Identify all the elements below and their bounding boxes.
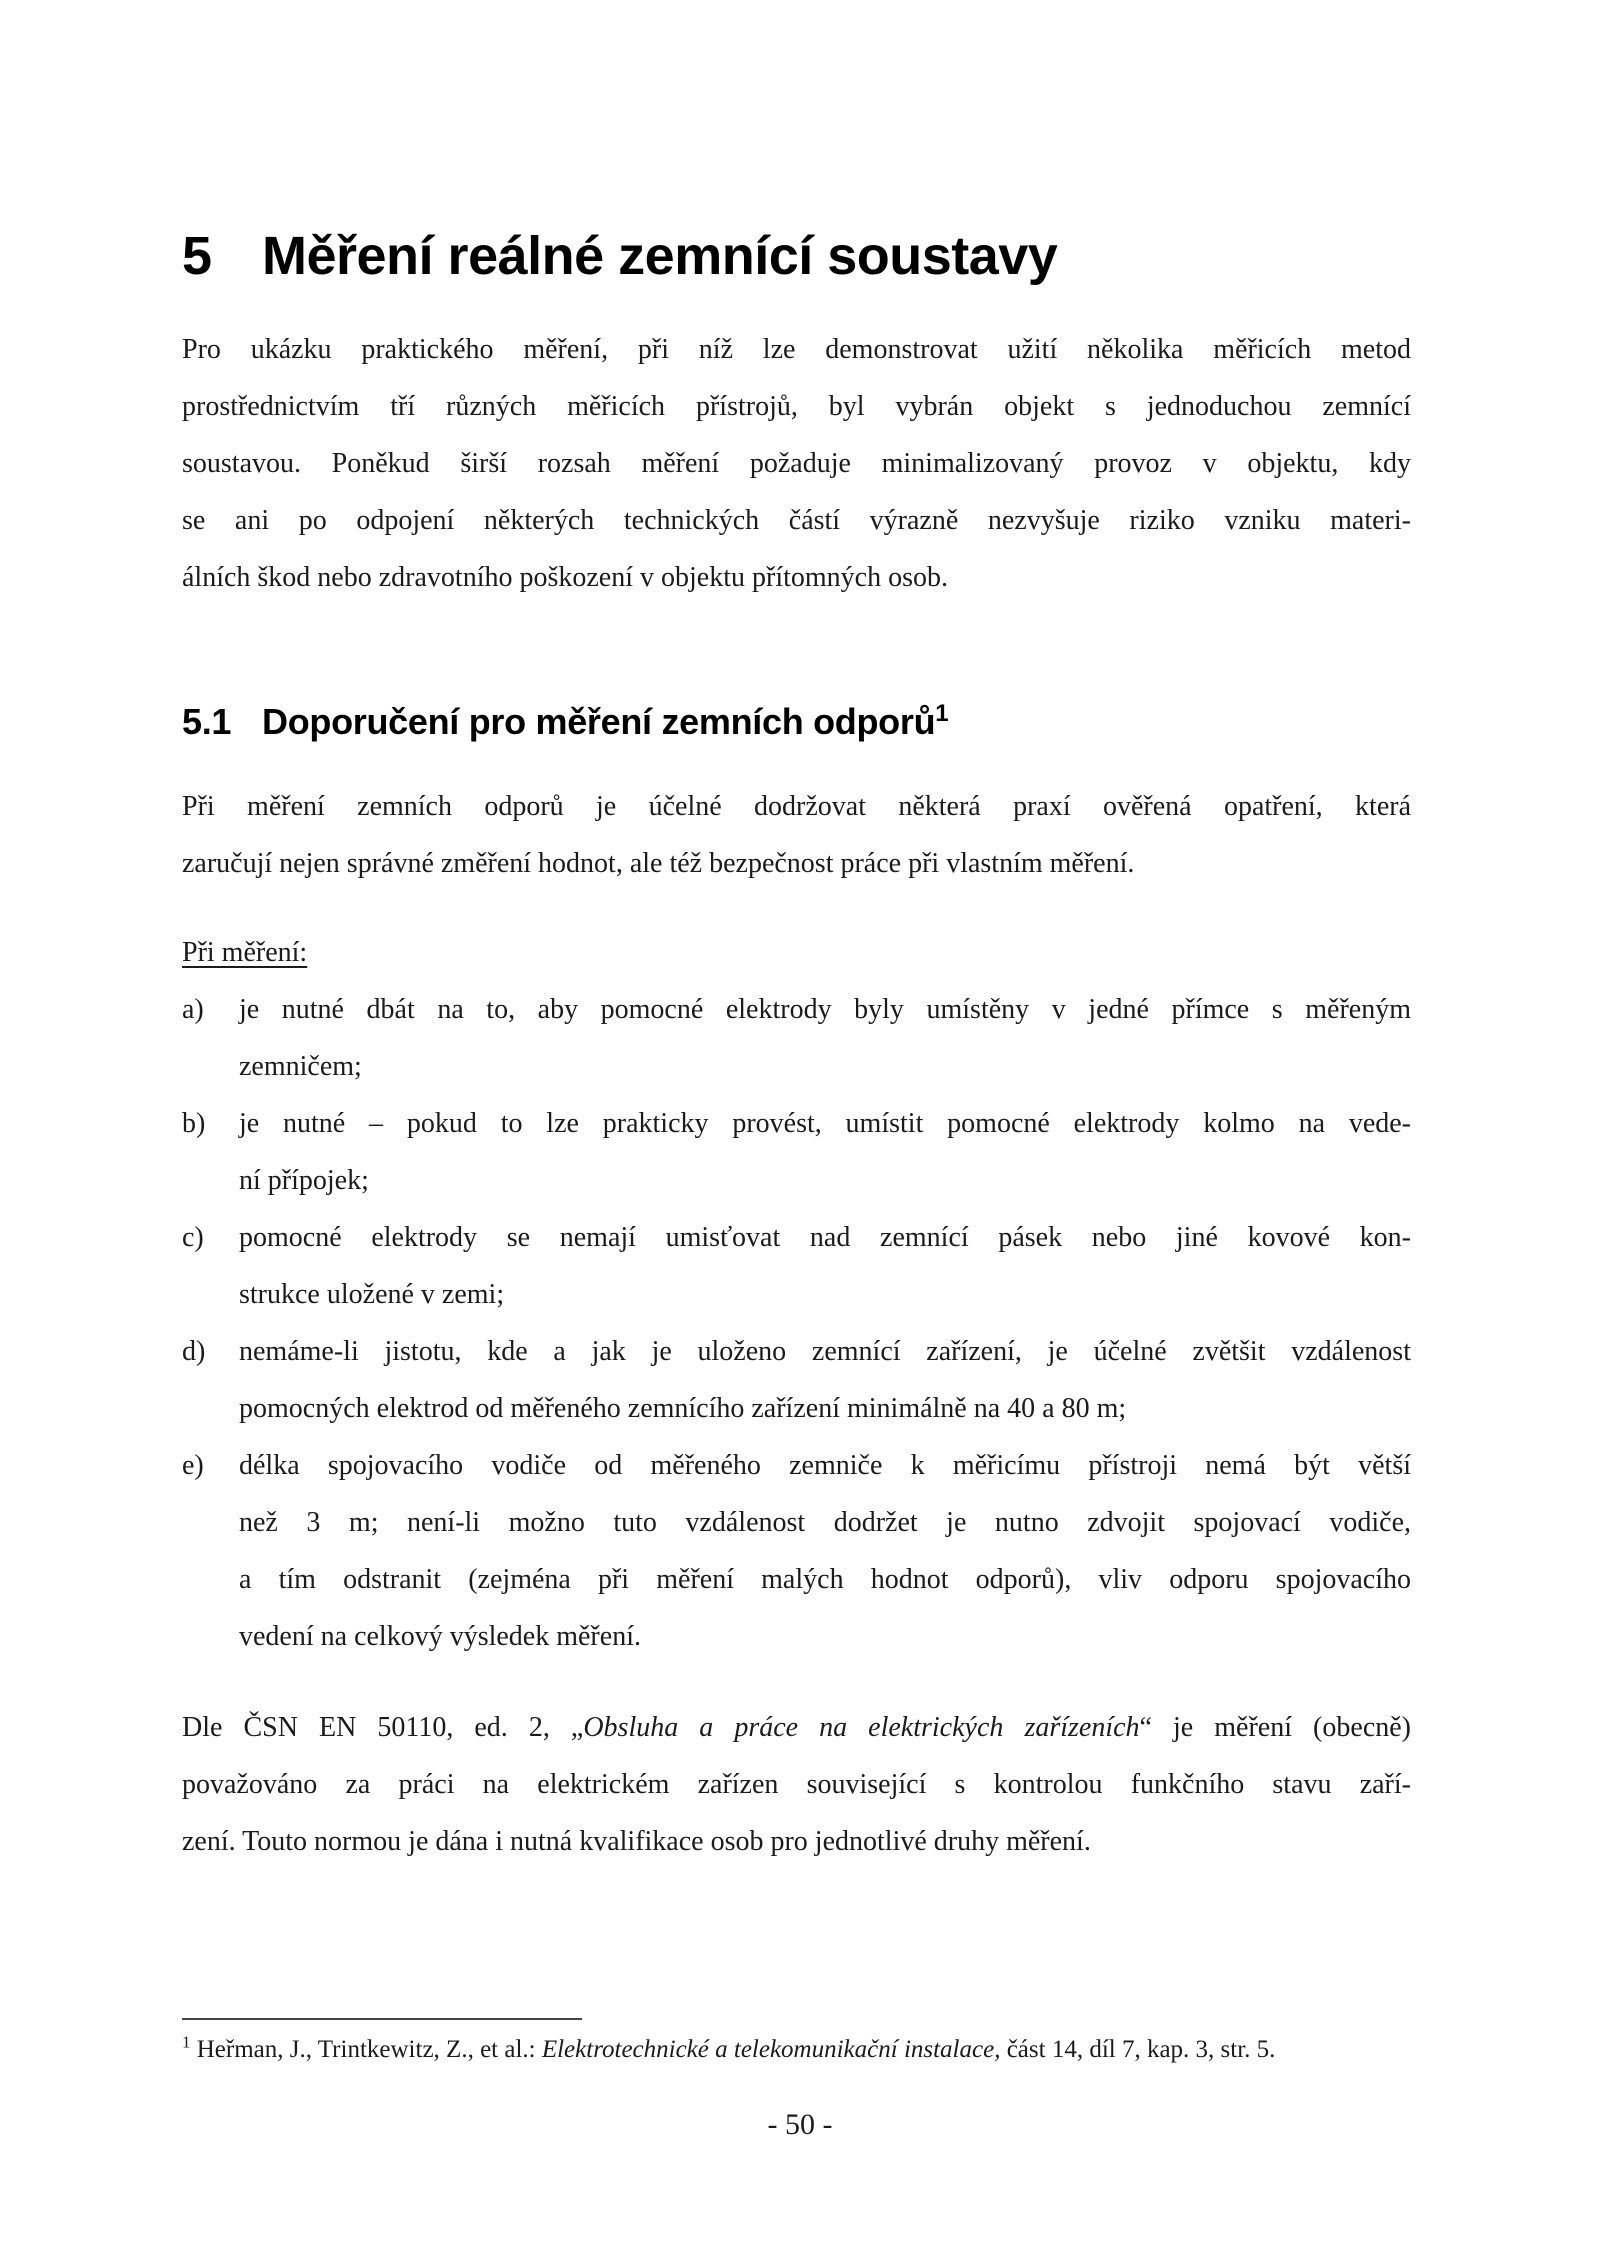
list-marker: d) (182, 1336, 206, 1367)
chapter-heading (182, 225, 1411, 287)
footnote (182, 2032, 1411, 2068)
chapter-title: Měření reálné zemnící soustavy (262, 226, 1058, 286)
list-item (182, 1323, 1411, 1437)
text-line: strukce uložené v zemi; (239, 1279, 505, 1310)
list-marker: c) (182, 1222, 204, 1253)
footnote-authors: Heřman, J., Trintkewitz, Z., et al.: (190, 2036, 542, 2063)
csn-line1-prefix: Dle ČSN EN 50110, ed. 2, „ (182, 1712, 584, 1743)
list-intro (182, 924, 1411, 981)
page-content (182, 0, 1411, 1870)
subsection-heading (182, 698, 1411, 746)
list-marker: b) (182, 1108, 206, 1139)
text-line: než 3 m; není-li možno tuto vzdálenost dodržet je nutno zdvojit spojovací vodiče, (239, 1507, 1411, 1538)
text-line: je nutné dbát na to, aby pomocné elektrody byly umístěny v jedné přímce s měřeným (239, 994, 1411, 1025)
text-line: prostřednictvím tří různých měřicích přístrojů, byl vybrán objekt s jednoduchou zemnící (182, 391, 1411, 422)
csn-standard-title: Obsluha a práce na elektrických zařízeních (583, 1712, 1140, 1743)
text-line: Při měření zemních odporů je účelné dodržovat některá praxí ověřená opatření, která (182, 791, 1411, 822)
text-line: vedení na celkový výsledek měření. (239, 1621, 641, 1652)
subsection-number: 5.1 (182, 701, 232, 742)
footnote-publication-title: Elektrotechnické a telekomunikační instalace, (541, 2036, 1001, 2063)
subsection-title: Doporučení pro měření zemních odporů (262, 701, 936, 742)
text-line: soustavou. Poněkud širší rozsah měření požaduje minimalizovaný provoz v objektu, kdy (182, 448, 1411, 479)
text-line: álních škod nebo zdravotního poškození v objektu přítomných osob. (182, 562, 948, 593)
text-line (182, 1699, 1411, 1756)
footnote-rule (182, 2018, 582, 2020)
footnote-reference: 1 (935, 700, 949, 727)
text-line: se ani po odpojení některých technických částí výrazně nezvyšuje riziko vzniku materi- (182, 505, 1411, 536)
text-line: ní přípojek; (239, 1165, 369, 1196)
text-line: považováno za práci na elektrickém zařízen související s kontrolou funkčního stavu zaří- (182, 1769, 1411, 1800)
text-line: a tím odstranit (zejména při měření malých hodnot odporů), vliv odporu spojovacího (239, 1564, 1411, 1595)
text-line: zaručují nejen správné změření hodnot, ale též bezpečnost práce při vlastním měření. (182, 848, 1135, 879)
footnote-marker: 1 (182, 2032, 191, 2052)
chapter-number: 5 (182, 226, 212, 286)
text-line: pomocné elektrody se nemají umisťovat nad zemnící pásek nebo jiné kovové kon- (239, 1222, 1411, 1253)
list-item (182, 1095, 1411, 1209)
text-line: je nutné – pokud to lze prakticky provést, umístit pomocné elektrody kolmo na vede- (239, 1108, 1411, 1139)
page-number: - 50 - (767, 2108, 833, 2141)
footnote-area (182, 2018, 1411, 2068)
list-item (182, 981, 1411, 1095)
text-line: nemáme-li jistotu, kde a jak je uloženo zemnící zařízení, je účelné zvětšit vzdálenost (239, 1336, 1411, 1367)
text-line: zení. Touto normou je dána i nutná kvalifikace osob pro jednotlivé druhy měření. (182, 1826, 1091, 1857)
csn-paragraph (182, 1699, 1411, 1870)
text-line: pomocných elektrod od měřeného zemnícího zařízení minimálně na 40 a 80 m; (239, 1393, 1127, 1424)
csn-line1-suffix: “ je měření (obecně) (1139, 1712, 1411, 1743)
text-line: délka spojovacího vodiče od měřeného zemniče k měřicímu přístroji nemá být větší (239, 1450, 1411, 1481)
text-line: zemničem; (239, 1051, 362, 1082)
list-item (182, 1437, 1411, 1665)
measurement-list (182, 981, 1411, 1665)
intro-paragraph (182, 321, 1411, 606)
list-marker: e) (182, 1450, 204, 1481)
list-marker: a) (182, 994, 204, 1025)
list-item (182, 1209, 1411, 1323)
text-line: Pro ukázku praktického měření, při níž lze demonstrovat užití několika měřicích metod (182, 334, 1411, 365)
list-intro-label: Při měření: (182, 937, 308, 968)
footnote-reference-detail: část 14, díl 7, kap. 3, str. 5. (1000, 2036, 1276, 2063)
recommendations-paragraph (182, 778, 1411, 892)
